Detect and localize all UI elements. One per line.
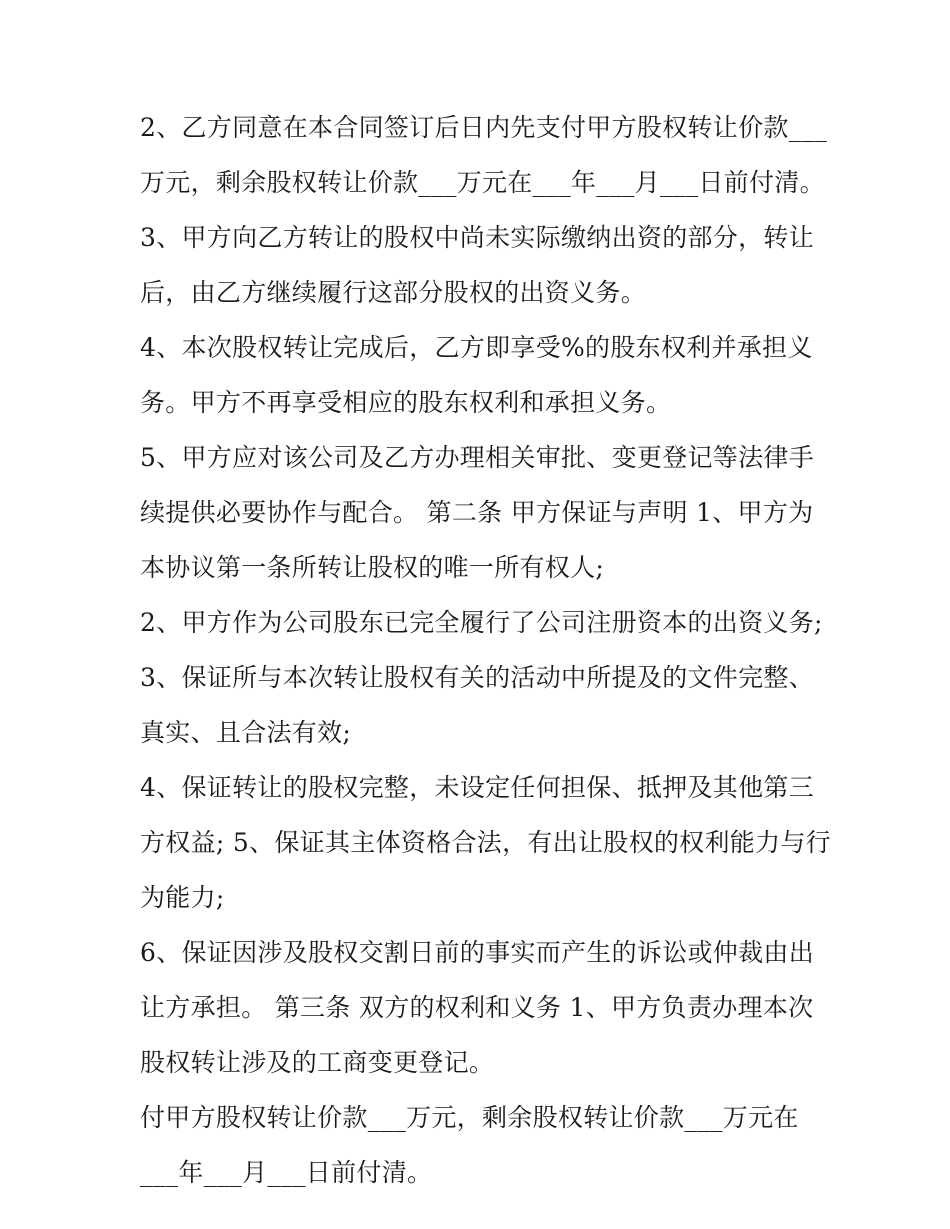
document-line: 2、甲方作为公司股东已完全履行了公司注册资本的出资义务;: [140, 608, 823, 637]
document-line: 3、甲方向乙方转让的股权中尚未实际缴纳出资的部分，转让: [140, 223, 815, 252]
document-body: [140, 100, 831, 1200]
document-line: 续提供必要协作与配合。 第二条 甲方保证与声明 1、甲方为: [140, 498, 814, 527]
document-line: 务。甲方不再享受相应的股东权利和承担义务。: [140, 388, 672, 417]
document-line: 为能力;: [140, 883, 225, 912]
document-line: 万元，剩余股权转让价款___万元在___年___月___日前付清。: [140, 168, 825, 197]
document-line: 3、保证所与本次转让股权有关的活动中所提及的文件完整、: [140, 663, 815, 692]
document-line: 4、保证转让的股权完整，未设定任何担保、抵押及其他第三: [140, 773, 815, 802]
document-line: 4、本次股权转让完成后，乙方即享受%的股东权利并承担义: [140, 333, 813, 362]
document-line: 付甲方股权转让价款___万元，剩余股权转让价款___万元在: [140, 1103, 799, 1132]
document-line: 6、保证因涉及股权交割日前的事实而产生的诉讼或仲裁由出: [140, 938, 815, 967]
document-line: 5、甲方应对该公司及乙方办理相关审批、变更登记等法律手: [140, 443, 815, 472]
document-line: 后，由乙方继续履行这部分股权的出资义务。: [140, 278, 647, 307]
document-line: 真实、且合法有效;: [140, 718, 352, 747]
document-line: 本协议第一条所转让股权的唯一所有权人;: [140, 553, 605, 582]
document-line: 2、乙方同意在本合同签订后日内先支付甲方股权转让价款___: [140, 113, 828, 142]
document-line: ___年___月___日前付清。: [140, 1158, 433, 1187]
document-line: 股权转让涉及的工商变更登记。: [140, 1048, 495, 1077]
document-line: 让方承担。 第三条 双方的权利和义务 1、甲方负责办理本次: [140, 993, 814, 1022]
document-line: 方权益; 5、保证其主体资格合法，有出让股权的权利能力与行: [140, 828, 831, 857]
